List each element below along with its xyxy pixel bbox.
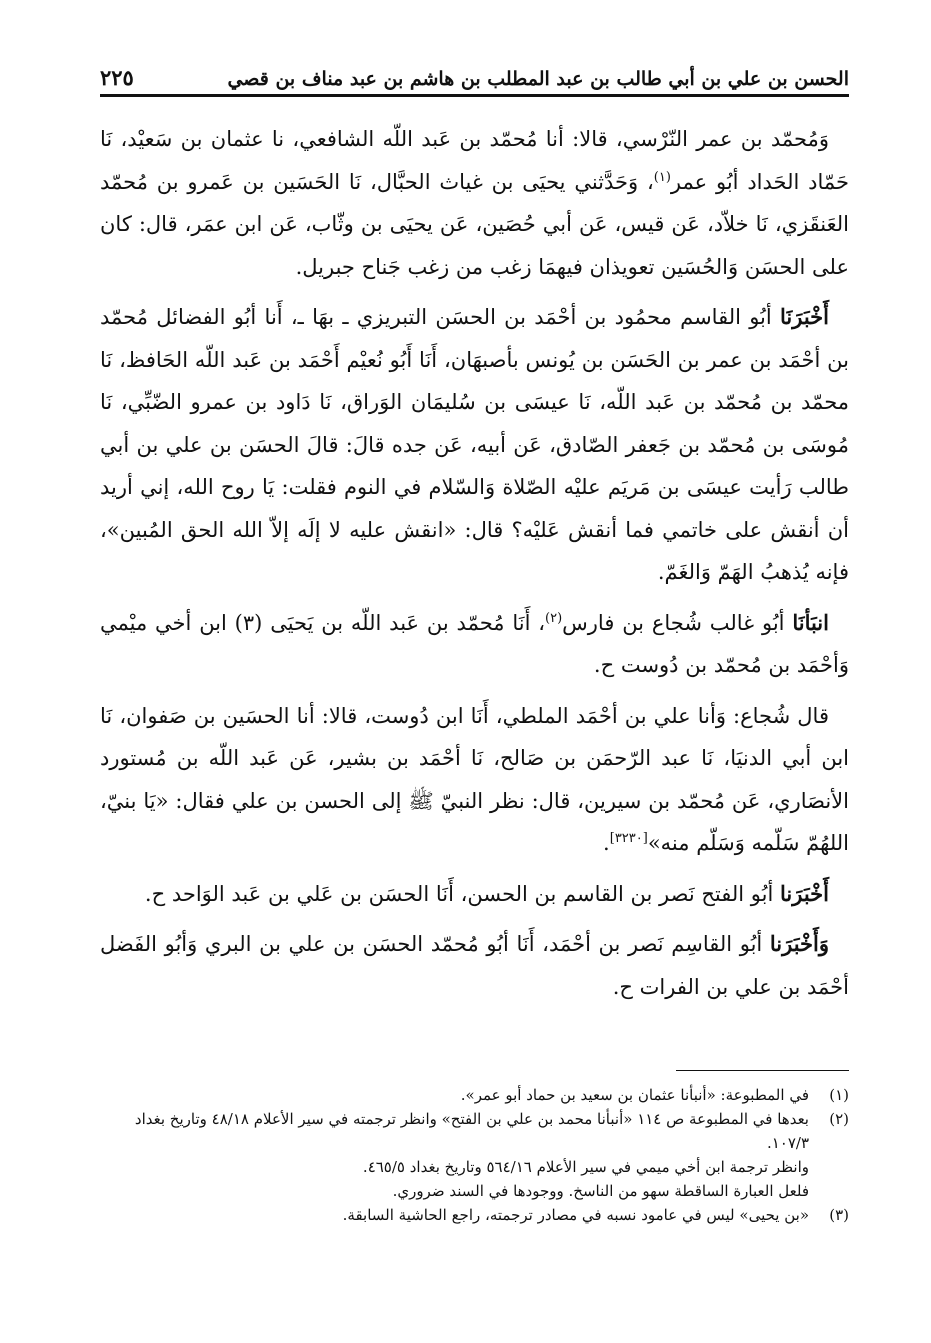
footnote-number: (٢): [829, 1110, 849, 1128]
paragraph-text: قال شُجاع: وَأنا علي بن أحْمَد الملطي، أَنَا ابن دُوست، قالا: أنا الحسَين بن صَفوان، نَا ابن أبي الدنيَا، نَا عبد الرّحمَن بن صَالح، نَا أحْمَد بن بشير، عَن عَبد اللّه بن مُستورد الأنصَاري، عَن مُحمّد بن سيرين، قال: نظر النبيّ ﷺ إلى الحسن بن علي فقال: «يَا بنيّ، اللهُمّ سَلّمه وَسَلّم منه»: [100, 703, 849, 855]
footnote-continuation: فلعل العبارة الساقطة سهو من الناسخ. ووجودها في السند ضروري.: [392, 1182, 809, 1200]
footnote-text: «بن يحيى» ليس في عامود نسبه في مصادر ترجمته، راجع الحاشية السابقة.: [342, 1206, 809, 1224]
footnote-ref: (٢): [545, 610, 563, 626]
footnote-continuation: وانظر ترجمة ابن أخي ميمي في سير الأعلام ٥٦٤/١٦ وتاريخ بغداد ٤٦٥/٥.: [362, 1158, 809, 1176]
paragraph-text: أبُو غالب شُجاع بن فارس: [562, 610, 793, 635]
body-text: [100, 118, 849, 1016]
isnad-lead: أَخْبَرَنا: [780, 880, 829, 906]
paragraph: [100, 873, 849, 916]
footnote: [100, 1083, 849, 1107]
header-title: الحسن بن علي بن أبي طالب بن عبد المطلب بن هاشم بن عبد مناف بن قصي: [227, 68, 849, 90]
paragraph-text: ، أَنَا مُحمّد بن عَبد اللّه بن يَحيَى (٣) ابن أخي ميْمي وَأحْمَد بن مُحمّد بن دُوست ح.: [100, 610, 849, 677]
footnote-ref: (١): [653, 169, 671, 185]
footnote-text: في المطبوعة: «أنبأنا عثمان بن سعيد بن حماد أبو عمر».: [460, 1086, 809, 1104]
paragraph: [100, 118, 849, 288]
paragraph-text: .: [603, 831, 610, 855]
footnote-number: (١): [829, 1086, 849, 1104]
paragraph-text: أبُو القاسم محمُود بن أحْمَد بن الحسَن التبريزي ـ بهَا ـ، أَنا أبُو الفضائل مُحمّد بن أحْمَد بن عمر بن الحَسَن بن يُونس بأصبهَان، أَنَا أَبُو نُعيْم أَحْمَد بن عَبد اللّه الحَافظ، نَا محمّد بن مُحمّد بن عَبد اللّه، نَا عيسَى بن سُليمَان الوَراق، نَا دَاود بن عمرو الضّبِّي، نَا مُوسَى بن مُحمّد بن جَعفر الصّادق، عَن أبيه، عَن جده قالَ: قالَ الحسَن بن علي بن أبي طالب رَأيت عيسَى بن مَريَم عليْه الصّلاة وَالسّلام في النوم فقلت: يَا روح الله، إني أريد أن أنقش على خاتمي فما أنقش عَليْه؟ قال: «انقش عليه لا إلَه إلاّ الله الحق المُبين»، فإنه يُذهبُ الهَمّ وَالغَمّ.: [100, 305, 849, 584]
paragraph-text: وَمُحمّد بن عمر النّرْسي، قالا: أنا مُحمّد بن عَبد اللّه الشافعي، نا عثمان بن سَعيْد، نَا حَمّاد الحَداد أبُو عمر: [100, 127, 849, 194]
paragraph: [100, 296, 849, 594]
page-number: ٢٢٥: [100, 65, 134, 90]
paragraph: [100, 695, 849, 865]
paragraph: [100, 602, 849, 687]
footnote-number: (٣): [829, 1206, 849, 1224]
hadith-number: [٣٢٣٠]: [609, 831, 648, 846]
footnotes: [100, 1083, 849, 1227]
isnad-lead: وَأَخْبَرَنا: [769, 931, 829, 956]
isnad-lead: انبَأنَا: [792, 609, 829, 635]
footnote: [100, 1203, 849, 1227]
paragraph-text: أبُو القاسِم نَصر بن أحْمَد، أَنَا أبُو مُحمّد الحسَن بن علي بن البري وَأبُو الفَضل أحْمَد بن علي بن الفرات ح.: [100, 932, 849, 999]
footnote: [100, 1107, 849, 1155]
isnad-lead: أَخْبَرَنَا: [780, 304, 829, 329]
paragraph-text: ، وَحَدَّثني يحيَى بن غياث الحبَّال، نَا الحَسَين بن عَمرو بن مُحمّد العَنقَزي، نَا خلاّد، عَن قيس، عَن أبي حُصَين، عَن يحيَى بن وثّاب، عَن ابن عمَر، قال: كان على الحسَن وَالحُسَين تعويذان فيهمَا زغب من زغب جَناح جبريل.: [100, 169, 849, 279]
paragraph: [100, 923, 849, 1008]
footnote-text: بعدها في المطبوعة ص ١١٤ «أنبأنا محمد بن علي بن الفتح» وانظر ترجمته في سير الأعلام ٤٨/١٨ وتاريخ بغداد ١٠٧/٣.: [134, 1110, 809, 1152]
paragraph-text: أبُو الفتح نَصر بن القاسم بن الحسن، أَنَا الحسَن بن عَلي بن عَبد الوَاحد ح.: [144, 881, 781, 906]
footnote-divider: [676, 1070, 849, 1071]
running-header: [100, 58, 849, 97]
